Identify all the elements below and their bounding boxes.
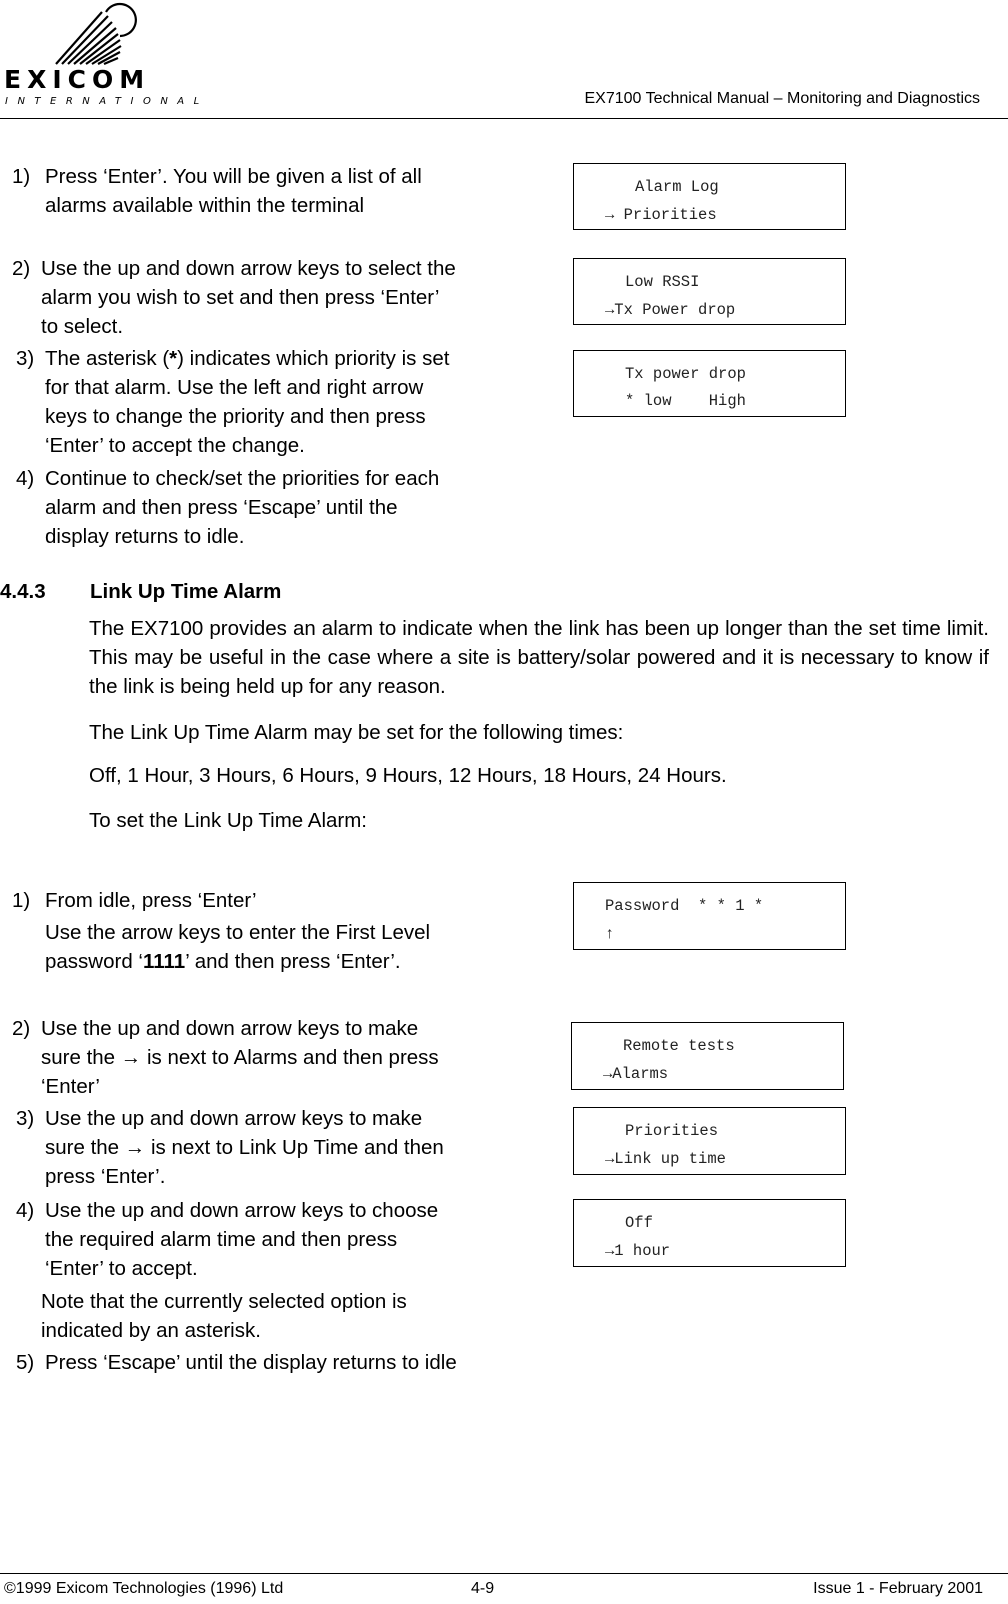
logo-wordmark: EXICOM: [4, 65, 151, 94]
step-text: [45, 344, 470, 460]
step-text: Use the up and down arrow keys to make sure the → is next to Link Up Time and then press ‘Enter’.: [45, 1107, 444, 1188]
lcd-line-2: ↑: [605, 925, 615, 943]
footer-page-number: 4-9: [471, 1580, 495, 1597]
section-paragraph-2: The Link Up Time Alarm may be set for the following times:: [89, 721, 624, 744]
section-paragraph-4: To set the Link Up Time Alarm:: [89, 809, 368, 832]
lcd-line-1: Off: [625, 1214, 653, 1232]
step-text-part: The asterisk (: [45, 347, 170, 370]
password-value: 1111: [143, 950, 186, 973]
lcd-line-2: →1 hour: [605, 1242, 671, 1260]
header-divider: [0, 118, 1008, 119]
step-text: From idle, press ‘Enter’: [45, 889, 257, 912]
lcd-line-1: Tx power drop: [625, 365, 746, 383]
lcd-display-priorities: [573, 1107, 846, 1175]
lcd-line-1: Password * * 1 *: [605, 897, 764, 915]
step-text: Press ‘Enter’. You will be given a list of all alarms available within the terminal: [45, 165, 422, 217]
step-number: 5): [16, 1351, 35, 1374]
lcd-line-2: →Tx Power drop: [605, 301, 736, 319]
step-number: 4): [16, 1199, 35, 1222]
step-number: 3): [16, 1107, 35, 1130]
logo-subtitle: INTERNATIONAL: [5, 96, 209, 107]
lcd-line-2: →Alarms: [603, 1065, 669, 1083]
lcd-display-remote-tests: [571, 1022, 844, 1090]
section-paragraph-3: Off, 1 Hour, 3 Hours, 6 Hours, 9 Hours, 12 Hours, 18 Hours, 24 Hours.: [89, 764, 727, 787]
section-title: Link Up Time Alarm: [90, 580, 282, 603]
note-text: Note that the currently selected option is indicated by an asterisk.: [41, 1290, 407, 1342]
step-text-part: password ‘: [45, 950, 143, 973]
document-title: EX7100 Technical Manual – Monitoring and Diagnostics: [584, 90, 980, 107]
lcd-line-1: Low RSSI: [625, 273, 700, 291]
step-text: Use the up and down arrow keys to select the alarm you wish to set and then press ‘Enter’ to select.: [41, 257, 456, 338]
lcd-line-2: →Link up time: [605, 1150, 726, 1168]
step-text: Press ‘Escape’ until the display returns to idle: [45, 1351, 457, 1374]
lcd-line-1: Remote tests: [623, 1037, 735, 1055]
step-number: 3): [16, 347, 35, 370]
footer-issue: Issue 1 - February 2001: [813, 1580, 983, 1597]
section-paragraph-1: The EX7100 provides an alarm to indicate when the link has been up longer than the set time limit. This may be useful in the case where a site is battery/solar powered and it is necessary to know if the link is being held up for any reason.: [89, 617, 989, 698]
step-text-part: ’ and then press ‘Enter’.: [185, 950, 401, 973]
step-number: 1): [12, 889, 31, 912]
step-number: 2): [12, 257, 31, 280]
step-number: 1): [12, 165, 31, 188]
asterisk-symbol: *: [169, 347, 178, 370]
lcd-display-off: [573, 1199, 846, 1267]
lcd-line-2: * low High: [625, 392, 746, 410]
step-b-note: [41, 1287, 471, 1345]
step-text: Use the up and down arrow keys to make sure the → is next to Alarms and then press ‘Enter’: [41, 1017, 439, 1098]
footer-divider: [0, 1573, 1008, 1574]
lcd-line-1: Alarm Log: [635, 178, 719, 196]
lcd-line-1: Priorities: [625, 1122, 719, 1140]
lcd-display-password: [573, 882, 846, 950]
lcd-display-tx-power: [573, 350, 846, 417]
step-text: [45, 947, 401, 976]
section-number: 4.4.3: [0, 580, 46, 603]
step-number: 2): [12, 1017, 31, 1040]
step-number: 4): [16, 467, 35, 490]
step-text-part: ) indicates which priority is set for that alarm. Use the left and right arrow keys to change the priority and then press ‘Enter’ to accept the change.: [45, 347, 450, 457]
step-text: Use the arrow keys to enter the First Level: [45, 921, 431, 944]
step-text: Use the up and down arrow keys to choose the required alarm time and then press ‘Enter’ to accept.: [45, 1199, 439, 1280]
lcd-display-alarm-log: [573, 163, 846, 230]
lcd-line-2: → Priorities: [605, 206, 717, 224]
step-text: Continue to check/set the priorities for each alarm and then press ‘Escape’ until the display returns to idle.: [45, 467, 440, 548]
lcd-display-low-rssi: [573, 258, 846, 325]
footer-copyright: ©1999 Exicom Technologies (1996) Ltd: [4, 1580, 284, 1597]
